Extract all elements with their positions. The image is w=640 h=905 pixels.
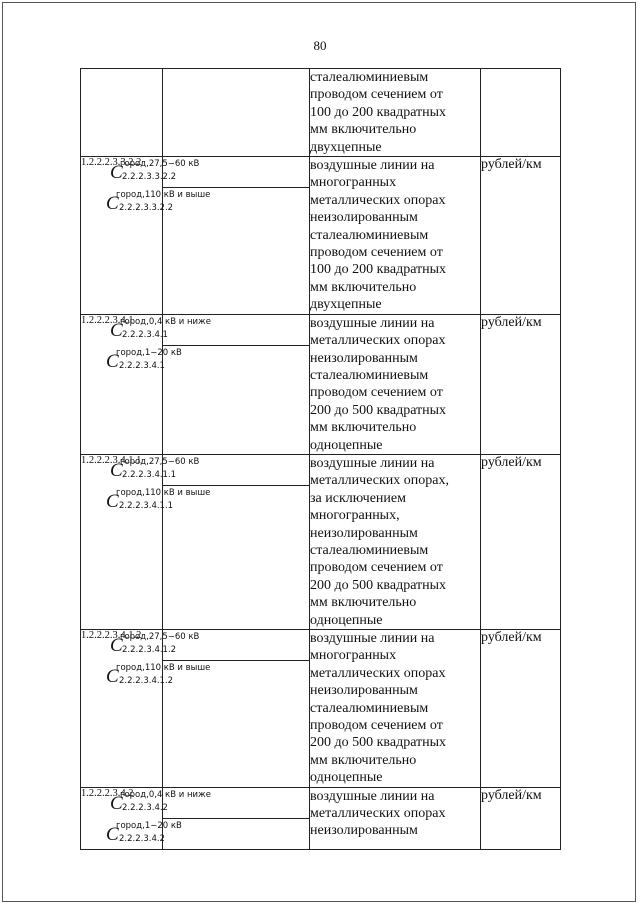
- description-line: 200 до 500 квадратных: [310, 577, 447, 593]
- description-line: неизолированным: [310, 823, 418, 839]
- symbol-letter: C: [110, 319, 123, 341]
- row-unit: рублей/км: [481, 157, 561, 315]
- symbol-subscript: 2.2.2.3.4.1: [122, 329, 168, 340]
- row-description: [310, 787, 481, 849]
- description-line: мм включительно: [310, 595, 417, 611]
- row-description: [310, 454, 481, 629]
- description-line: проводом сечением от: [310, 718, 443, 734]
- symbol-letter: C: [110, 459, 123, 481]
- symbol-superscript: город,0,4 кВ и ниже: [120, 316, 211, 327]
- row-description: [310, 69, 481, 157]
- description-line: проводом сечением от: [310, 87, 443, 103]
- description-line: сталеалюминиевым: [310, 70, 429, 85]
- symbol-subscript: 2.2.2.3.4.1.2: [119, 676, 174, 686]
- description-line: многогранных: [310, 648, 397, 664]
- row-code: 1.2.2.2.3.4.2: [81, 787, 163, 849]
- symbol-superscript: город,1−20 кВ: [116, 820, 182, 831]
- row-code: 1.2.2.2.3.4.1: [81, 314, 163, 454]
- table-row: [81, 454, 561, 629]
- description-line: проводом сечением от: [310, 560, 443, 576]
- symbol-superscript: город,110 кВ и выше: [116, 190, 211, 201]
- description-line: одноцепные: [310, 437, 383, 453]
- symbol-subscript: 2.2.2.3.4.1.1: [119, 500, 174, 511]
- tariff-symbol: [106, 819, 309, 849]
- description-line: двухцепные: [310, 297, 382, 313]
- table-row: [81, 787, 561, 849]
- description-line: одноцепные: [310, 612, 383, 628]
- symbol-superscript: город,0,4 кВ и ниже: [120, 789, 211, 800]
- description-line: металлических опорах: [310, 192, 446, 208]
- description-line: 100 до 200 квадратных: [310, 104, 447, 120]
- row-code: 1.2.2.2.3.3.2.2: [81, 157, 163, 315]
- table-row: [81, 157, 561, 315]
- tariff-symbol: [110, 315, 309, 346]
- tariff-symbol: [110, 788, 309, 819]
- description-line: сталеалюминиевым: [310, 542, 429, 558]
- description-line: за исключением: [310, 490, 406, 506]
- description-line: мм включительно: [310, 279, 417, 295]
- description-line: неизолированным: [310, 525, 418, 541]
- page-number: 80: [313, 38, 327, 53]
- row-code: 1.2.2.2.3.4.1.2: [81, 630, 163, 788]
- symbol-subscript: 2.2.2.3.4.1.1: [122, 469, 177, 480]
- tariff-symbol: [106, 346, 309, 376]
- row-code: [81, 69, 163, 157]
- description-line: мм включительно: [310, 420, 417, 436]
- symbol-subscript: 2.2.2.3.4.1.2: [122, 645, 177, 655]
- description-line: 100 до 200 квадратных: [310, 262, 447, 278]
- tariff-symbol: [106, 486, 309, 516]
- description-line: двухцепные: [310, 139, 382, 155]
- symbol-letter: C: [106, 823, 119, 845]
- row-unit: рублей/км: [481, 454, 561, 629]
- symbol-superscript: город,27,5−60 кВ: [120, 159, 200, 170]
- row-unit: рублей/км: [481, 314, 561, 454]
- description-line: одноцепные: [310, 770, 383, 786]
- symbol-superscript: город,110 кВ и выше: [116, 663, 211, 673]
- description-line: металлических опорах: [310, 806, 446, 822]
- symbol-superscript: город,27,5−60 кВ: [120, 632, 200, 642]
- description-line: мм включительно: [310, 122, 417, 138]
- symbol-subscript: 2.2.2.3.4.1: [119, 360, 165, 371]
- description-line: проводом сечением от: [310, 245, 443, 261]
- description-line: мм включительно: [310, 752, 417, 768]
- description-line: 200 до 500 квадратных: [310, 402, 447, 418]
- description-line: проводом сечением от: [310, 385, 443, 401]
- tariff-table: [80, 68, 561, 850]
- symbol-subscript: 2.2.2.3.4.2: [119, 833, 165, 844]
- symbol-letter: C: [106, 666, 119, 687]
- description-line: воздушные линии на: [310, 788, 435, 804]
- symbol-superscript: город,1−20 кВ: [116, 347, 182, 358]
- symbol-superscript: город,110 кВ и выше: [116, 487, 211, 498]
- description-line: неизолированным: [310, 683, 418, 699]
- symbol-subscript: 2.2.2.3.4.2: [122, 802, 168, 813]
- symbol-subscript: 2.2.2.3.3.2.2: [119, 203, 174, 214]
- table-row: [81, 630, 561, 788]
- row-code: 1.2.2.2.3.4.1.1: [81, 454, 163, 629]
- symbol-cell: [163, 69, 310, 157]
- description-line: 200 до 500 квадратных: [310, 735, 447, 751]
- table-row: [81, 314, 561, 454]
- symbol-letter: C: [106, 193, 119, 215]
- tariff-symbol: [110, 455, 309, 486]
- description-line: сталеалюминиевым: [310, 700, 429, 716]
- description-line: многогранных: [310, 175, 397, 191]
- tariff-symbol: [106, 188, 309, 218]
- table-row: [81, 69, 561, 157]
- symbol-subscript: 2.2.2.3.3.2.2: [122, 172, 177, 183]
- description-line: металлических опорах,: [310, 473, 449, 489]
- row-description: [310, 314, 481, 454]
- symbol-superscript: город,27,5−60 кВ: [120, 456, 200, 467]
- row-unit: рублей/км: [481, 630, 561, 788]
- symbol-letter: C: [110, 792, 123, 814]
- row-unit: [481, 69, 561, 157]
- description-line: металлических опорах: [310, 665, 446, 681]
- description-line: сталеалюминиевым: [310, 367, 429, 383]
- description-line: неизолированным: [310, 350, 418, 366]
- row-unit: рублей/км: [481, 787, 561, 849]
- row-description: [310, 157, 481, 315]
- description-line: многогранных,: [310, 508, 400, 524]
- description-line: воздушные линии на: [310, 315, 435, 331]
- description-line: сталеалюминиевым: [310, 227, 429, 243]
- symbol-letter: C: [106, 490, 119, 512]
- description-line: неизолированным: [310, 210, 418, 226]
- symbol-letter: C: [110, 162, 123, 184]
- description-line: воздушные линии на: [310, 158, 435, 174]
- description-line: воздушные линии на: [310, 631, 435, 646]
- row-description: [310, 630, 481, 788]
- symbol-letter: C: [110, 635, 123, 656]
- description-line: воздушные линии на: [310, 455, 435, 471]
- symbol-letter: C: [106, 350, 119, 372]
- tariff-symbol: [106, 661, 309, 691]
- description-line: металлических опорах: [310, 333, 446, 349]
